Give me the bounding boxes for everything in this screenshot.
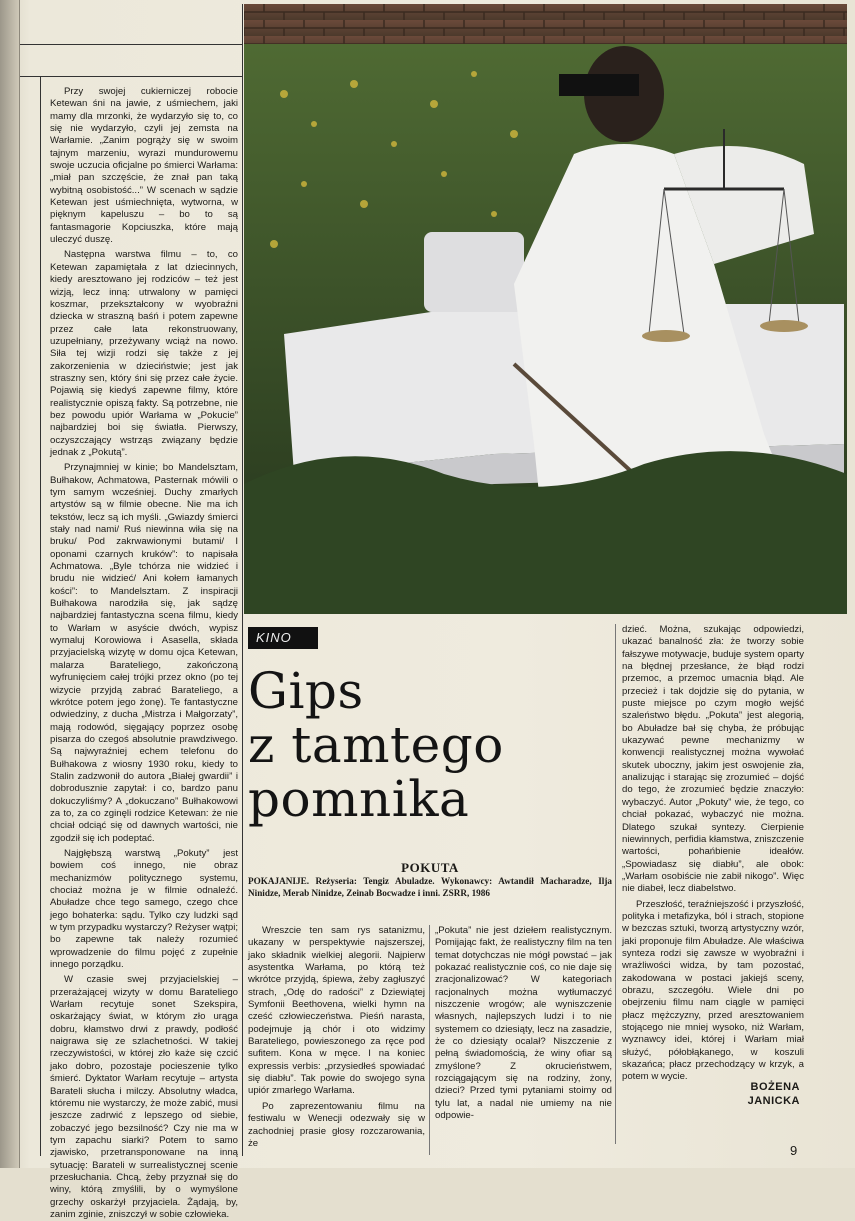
column-divider-1 (429, 925, 430, 1155)
left-frame-rule (40, 76, 41, 1156)
page-number: 9 (790, 1143, 798, 1158)
paragraph: Najgłębszą warstwą „Pokuty” jest bowiem coś innego, nie obraz mechanizmów politycznego systemu, chociaż można je w filmie odnaleźć. Abuładze chce tego samego, czego chce jego bohaterka: sądu. Tylko czy ludzki sąd w tym przypadku wystarczy? Reżyser wątpi; bo zapewne tak należy rozumieć wprowadzenie do filmu pojęć z zupełnie innego porządku. (50, 847, 238, 971)
film-credits: POKAJANIJE. Reżyseria: Tengiz Abuladze. Wykonawcy: Awtandił Macharadze, Ilja Ninidze, Merab Ninidze, Zeinab Bocwadze i inni. ZSRR, 1986 (248, 876, 612, 898)
article-column-4 (622, 624, 804, 1083)
top-frame-rule (20, 76, 242, 77)
page-spine (0, 0, 20, 1168)
paragraph: Przy swojej cukierniczej robocie Ketewan śni na jawie, z uśmiechem, jaki mamy dla mrzonki, że wydarzyło się to, co się nie wydarzyło, czyli jej zemsta na Warłamie. „Zanim pogrąży się w swoim tajnym marzeniu, wyrazi mundurowemu swoje uczucia oficjalne po śmierci Warłama: „miał pan szczęście, że znał pan taką wybitną osobistość...” W scenach w sądzie Ketewan jest uśmiechnięta, wytworna, w pięknym kapeluszu – bo to są fantasmagorie Kopciuszka, które mają uleczyć duszę. (50, 86, 238, 246)
headline-line: Gips (248, 662, 364, 720)
headline-line: z tamtego (248, 716, 504, 774)
author-byline (700, 1080, 800, 1108)
section-label: KINO (248, 627, 318, 649)
author-last-name: JANICKA (747, 1095, 800, 1107)
top-edge-rule (20, 44, 242, 45)
photo-illustration (244, 4, 847, 614)
paragraph: Wreszcie ten sam rys satanizmu, ukazany w perspektywie najszerszej, jako składnik wielkiej alegorii. Najpierw asystentka Warłama, po którą też wkrótce przyjdą, śpiewa, żeby zagłuszyć strach, „Odę do radości” z Dziewiątej Symfonii Beethovena, wielki hymn na cześć człowieczeństwa. Pieśń narasta, podejmuje ją chór i oto widzimy Barateliego, powieszonego za ręce pod sufitem. Kona w męce. I na koniec expressis verbis: „przysiedłeś spowiadać się diabłu”. Tak powie do swojego syna upiór zmarłego Warłama. (248, 925, 425, 1097)
author-first-name: BOŻENA (750, 1081, 800, 1093)
paragraph: dzieć. Można, szukając odpowiedzi, ukazać banalność zła: że tworzy sobie fałszywe motywacje, buduje system oparty na błędnej przesłance, że błąd rodzi przemoc, a przemoc umacnia błąd. Ale przecież i tak dojdzie się do pytania, w puste miejsce po czym mogło wejść szaleństwo błędu. „Pokuta” jest alegorią, bo Abuładze bał się chyba, że próbując ukazywać pewne mechanizmy w konwencji realistycznej można wywołać skutek uboczny, jakim jest oswojenie zła, analizując i starając się zrozumieć – dojść do tego, że zrozumieć będzie znaczyło: wybaczyć. Autor „Pokuty” wie, że tego, co chciał pokazać, wybaczyć nie można. Dlatego szukał syntezy. Cierpienie niewinnych, perfidia kłamstwa, zniszczenie wartości, pohańbienie ideałów. „Spowiadasz się diabłu”, ale obok: „Warłam osobiście nie zabił nikogo”. Więc nie diabeł, lecz diabelstwo. (622, 624, 804, 895)
film-still-photo (244, 4, 847, 614)
paragraph: Następna warstwa filmu – to, co Ketewan zapamiętała z lat dziecinnych, kiedy aresztowano jej rodziców – też jest wizją, lecz inną: utrwalony w pamięci koszmar, przekształcony w wyobraźni dziecka w straszną baśń i potem zapewne przez całe lata rekonstruowany, uzupełniany, przeżywany wciąż na nowo. Siła tej wizji rodzi się także z jej zakorzenienia w dzieciństwie; jest jak straszny sen, który śni się przez całe życie. Pojawią się kiedyś zapewne filmy, które realistycznie opiszą fakty. Są potrzebne, nie bez powodu upiór Warłama w „Pokucie” najbardziej boi się światła. Pierwszy, oczyszczający wstrząs związany będzie jednak z „Pokutą”. (50, 249, 238, 458)
paragraph: Przynajmniej w kinie; bo Mandelsztam, Bułhakow, Achmatowa, Pasternak mówili o tym samym wcześniej. Duchy zmarłych artystów są w filmie obecne. Nie ma ich tekstów, lecz są ich myśli. „Gwiazdy śmierci stały nad nami/ Ruś niewinna wiła się na bruku/ Pod zakrwawionymi butami/ I oponami czarnych kruków”: to napisała Achmatowa. „Byle tchórza nie widzieć i brudu nie widzieć/ Ani kołem łamanych kości”: to Mandelsztam. Z inspiracji Bułhakowa narodziła się, jak sądzę najbardziej fantastyczna scena filmu, kiedy to Warłam w asyście dwóch, wypisz wymaluj Korowiowa i Asasella, składa przyjacielską wizytę w domu ojca Ketewan, malarza Barateliego, zakończoną wyfrunięciem całej trójki przez okno (po tej wizycie przyjdą zabrać Barateliego, a wkrótce potem jego żonę). Te fantastyczne odwiedziny, z ducha „Mistrza i Małgorzaty”, mają rodowód, sięgający poprzez osobę pisarza do czegoś absolutnie prawdziwego. Są najwyraźniej echem telefonu do Bułhakowa z wiosny 1930 roku, kiedy to Stalin zadzwonił do autora „Białej gwardii” i dobrodusznie zapytał: i co, bardzo panu dokuczyliśmy? A „dokuczano” Bułhakowowi za to, za co zginęli rodzice Ketewan: że nie chciał odciąć się od dawnych wartości, nie zgodził się ich podeptać. (50, 462, 238, 844)
film-title: POKUTA (401, 860, 459, 875)
article-column-1 (50, 86, 238, 1220)
paragraph: Przeszłość, teraźniejszość i przyszłość, polityka i metafizyka, ból i strach, stopione w bezczas sztuki, tworzą artystyczny wzór, jaki proponuje film Abuładze. Ale właściwa synteza rodzi się zawsze w wyobraźni i wrażliwości widza, by tam pozostać, zakodowana w postaci jakiejś sceny, obrazu, szczegółu. Wiele dni po obejrzeniu filmu nam ciągle w pamięci płacz mężczyzny, przed aresztowaniem stojącego nie mniej wysoko, niż Warłam, wyznawcy idei, której i Warłam miał służyć, półobłąkanego, w koszuli skazańca; płacz przechodzący w krzyk, a potem w wycie. (622, 898, 804, 1083)
column-divider-2 (615, 624, 616, 1144)
article-column-2 (248, 925, 425, 1155)
center-frame-rule (242, 4, 243, 1156)
paragraph: W czasie swej przyjacielskiej – przerażającej wizyty w domu Barateliego Warłam recytuje sonet Szekspira, oskarżający świat, w którym zło urąga dobru, kłamstwo drwi z prawdy, podłość naigrawa się ze szlachetności. W takiej rzeczywistości, w której zło każe się czcić jako dobro, pozostaje pocieszenie tylko śmierć. Dyktator Warłam recytuje – artysta Barateli słucha i milczy. Absolutny władca, któremu nie wystarczy, że może zabić, musi jeszcze zadrwić z lepszego od siebie, zobaczyć jego bezsilność? Czy nie ma w tym zapachu siarki? Potem to samo zjawisko, przetransponowane na inną sytuację: Barateli w surrealistycznej scenie przesłuchania. Chcą, żeby przyznał się do winy, którą zmyślili, by o wymyślone grzechy oskarżył przyjaciela. Żądają, by, zanim zginie, zniszczył w sobie człowieka. (50, 974, 238, 1220)
paragraph: Po zaprezentowaniu filmu na festiwalu w Wenecji odezwały się w zachodniej prasie głosy rozczarowania, że (248, 1100, 425, 1149)
article-headline (248, 664, 608, 826)
article-column-3 (435, 925, 612, 1155)
paragraph: „Pokuta” nie jest dziełem realistycznym. Pomijając fakt, że realistyczny film na ten temat dotychczas nie mógł powstać – jak pokazać realistycznie coś, co nie daje się zracjonalizować? W kategoriach racjonalnych można wytłumaczyć niszczenie wrogów; ale wyniszczenie własnych, najlepszych ludzi i to nie systemem co dziesiąty, lecz na zasadzie, że co dziesiąty ocalał? Niszczenie z pełną świadomością, że winy ofiar są zmyślone? Z okrucieństwem, rozciągającym się na rodziny, żony, dzieci? Przed tymi pytaniami stoimy od tylu lat, a nadal nie umiemy na nie odpowie- (435, 925, 612, 1122)
headline-line: pomnika (248, 770, 470, 828)
